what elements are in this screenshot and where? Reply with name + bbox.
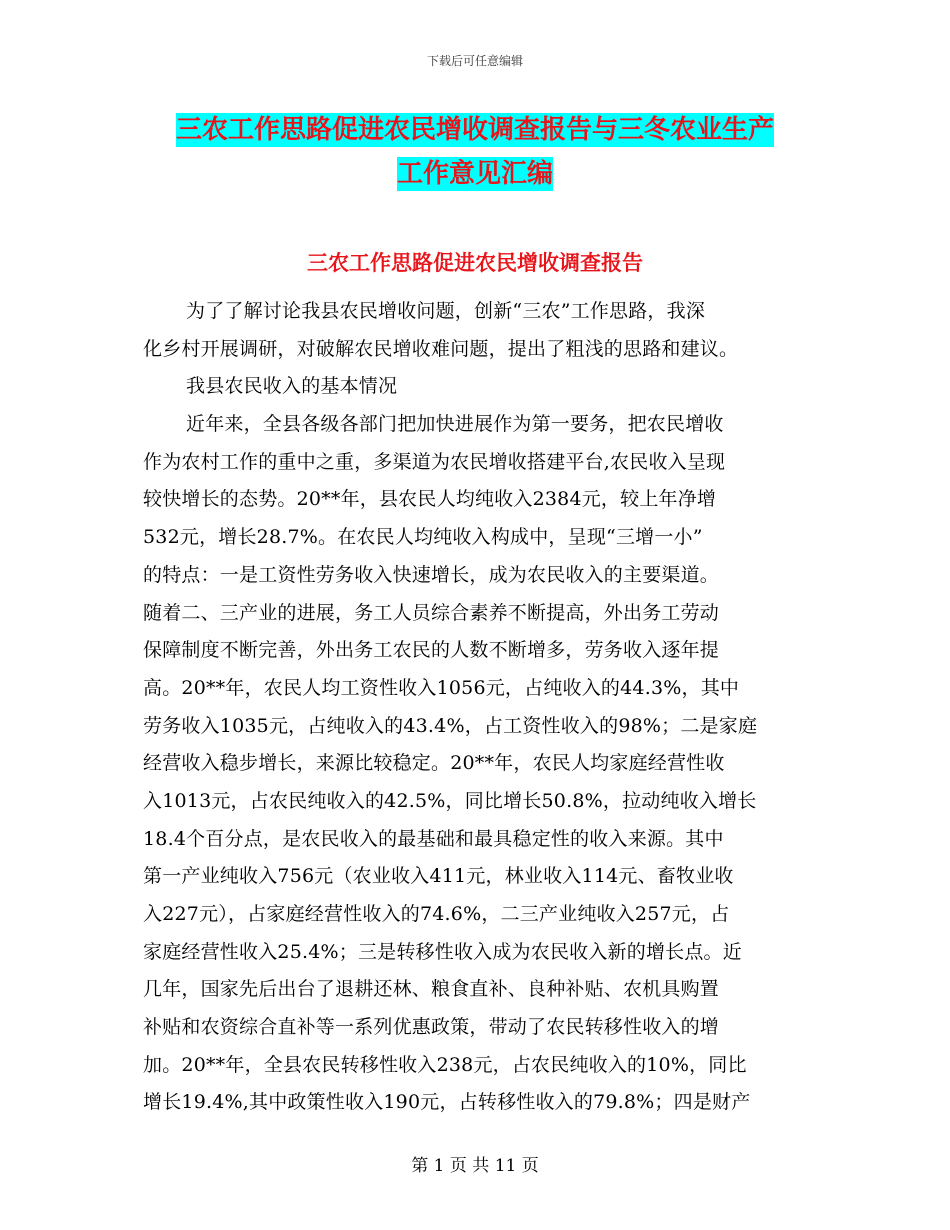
body-line: 随着二、三产业的进展，务工人员综合素养不断提高，外出务工劳动 (143, 601, 720, 624)
body-line: 补贴和农资综合直补等一系列优惠政策，带动了农民转移性收入的增 (143, 1016, 720, 1039)
body-line: 入227元），占家庭经营性收入的74.6%，二三产业纯收入257元，占 (143, 903, 730, 925)
body-line: 劳务收入1035元，占纯收入的43.4%，占工资性收入的98%；二是家庭 (143, 714, 758, 737)
body-line: 高。20**年，农民人均工资性收入1056元，占纯收入的44.3%，其中 (143, 676, 740, 699)
body-line: 的特点：一是工资性劳务收入快速增长，成为农民收入的主要渠道。 (143, 563, 720, 586)
body-line: 作为农村工作的重中之重，多渠道为农民增收搭建平台,农民收入呈现 (143, 450, 726, 473)
body-line: 几年，国家先后出台了退耕还林、粮食直补、良种补贴、农机具购置 (143, 978, 720, 1001)
body-line: 近年来，全县各级各部门把加快进展作为第一要务，把农民增收 (186, 413, 724, 436)
document-title-line-2 (0, 156, 950, 192)
body-subheading: 我县农民收入的基本情况 (186, 375, 398, 398)
body-line: 入1013元，占农民纯收入的42.5%，同比增长50.8%，拉动纯收入增长 (143, 789, 757, 812)
body-line: 532元，增长28.7%。在农民人均纯收入构成中，呈现“三增一小” (143, 526, 703, 549)
body-line: 为了了解讨论我县农民增收问题，创新“三农”工作思路，我深 (186, 300, 706, 322)
body-line: 经营收入稳步增长，来源比较稳定。20**年，农民人均家庭经营性收 (143, 752, 725, 775)
body-line: 保障制度不断完善，外出务工农民的人数不断增多，劳务收入逐年提 (143, 639, 720, 662)
body-line: 较快增长的态势。20**年，县农民人均纯收入2384元，较上年净增 (143, 488, 717, 511)
document-title-text-1: 三农工作思路促进农民增收调查报告与三冬农业生产 (175, 115, 774, 145)
document-title-line-1 (0, 112, 950, 148)
body-line: 增长19.4%,其中政策性收入190元，占转移性收入的79.8%；四是财产 (143, 1091, 751, 1114)
body-line: 化乡村开展调研，对破解农民增收难问题，提出了粗浅的思路和建议。 (143, 337, 739, 360)
body-line: 18.4个百分点，是农民收入的最基础和最具稳定性的收入来源。其中 (143, 827, 724, 850)
section-title: 三农工作思路促进农民增收调查报告 (307, 251, 643, 275)
body-text (143, 296, 813, 1125)
body-line: 加。20**年，全县农民转移性收入238元，占农民纯收入的10%，同比 (143, 1053, 747, 1076)
page-number-footer: 第 1 页 共 11 页 (411, 1156, 539, 1176)
body-line: 家庭经营性收入25.4%；三是转移性收入成为农民收入新的增长点。近 (143, 940, 742, 963)
document-title-text-2: 工作意见汇编 (396, 159, 553, 189)
page-header-note: 下载后可任意编辑 (426, 54, 523, 68)
body-line: 第一产业纯收入756元（农业收入411元，林业收入114元、畜牧业收 (143, 865, 734, 888)
